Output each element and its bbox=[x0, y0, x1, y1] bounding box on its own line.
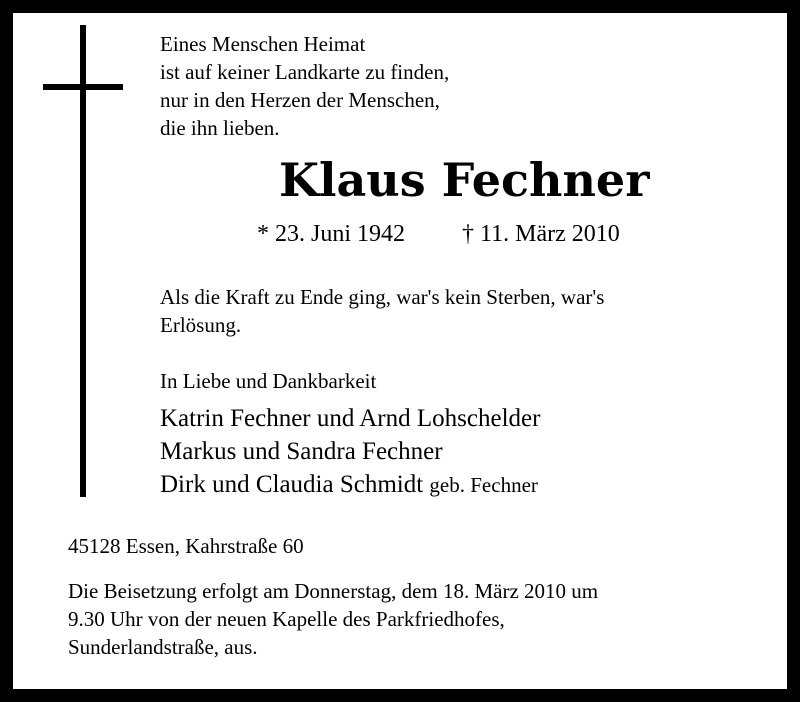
quote bbox=[160, 283, 604, 339]
quote-line: Als die Kraft zu Ende ging, war's kein Sterben, war's bbox=[160, 285, 605, 309]
cross-icon-vertical bbox=[80, 25, 86, 497]
address: 45128 Essen, Kahrstraße 60 bbox=[68, 534, 304, 558]
poem bbox=[160, 30, 449, 142]
mourner-line bbox=[160, 468, 540, 502]
dedication: In Liebe und Dankbarkeit bbox=[160, 369, 377, 393]
funeral-info bbox=[68, 577, 598, 661]
death-date: † 11. März 2010 bbox=[462, 221, 620, 247]
mourner-name: Dirk und Claudia Schmidt bbox=[160, 471, 424, 498]
funeral-line: 9.30 Uhr von der neuen Kapelle des Parkfriedhofes, bbox=[68, 607, 505, 631]
poem-line: nur in den Herzen der Menschen, bbox=[160, 88, 440, 112]
mourner-line: Markus und Sandra Fechner bbox=[160, 438, 443, 465]
quote-line: Erlösung. bbox=[160, 313, 242, 337]
mourner-line: Katrin Fechner und Arnd Lohschelder bbox=[160, 405, 541, 432]
poem-line: die ihn lieben. bbox=[160, 116, 280, 140]
funeral-line: Sunderlandstraße, aus. bbox=[68, 635, 258, 659]
mourner-maiden-name: geb. Fechner bbox=[429, 473, 538, 497]
poem-line: Eines Menschen Heimat bbox=[160, 32, 366, 56]
deceased-name: Klaus Fechner bbox=[279, 153, 650, 207]
birth-date: * 23. Juni 1942 bbox=[257, 221, 406, 247]
mourners-list bbox=[160, 402, 540, 502]
cross-icon-horizontal bbox=[43, 84, 123, 90]
poem-line: ist auf keiner Landkarte zu finden, bbox=[160, 60, 450, 84]
funeral-line: Die Beisetzung erfolgt am Donnerstag, dem 18. März 2010 um bbox=[68, 579, 599, 603]
